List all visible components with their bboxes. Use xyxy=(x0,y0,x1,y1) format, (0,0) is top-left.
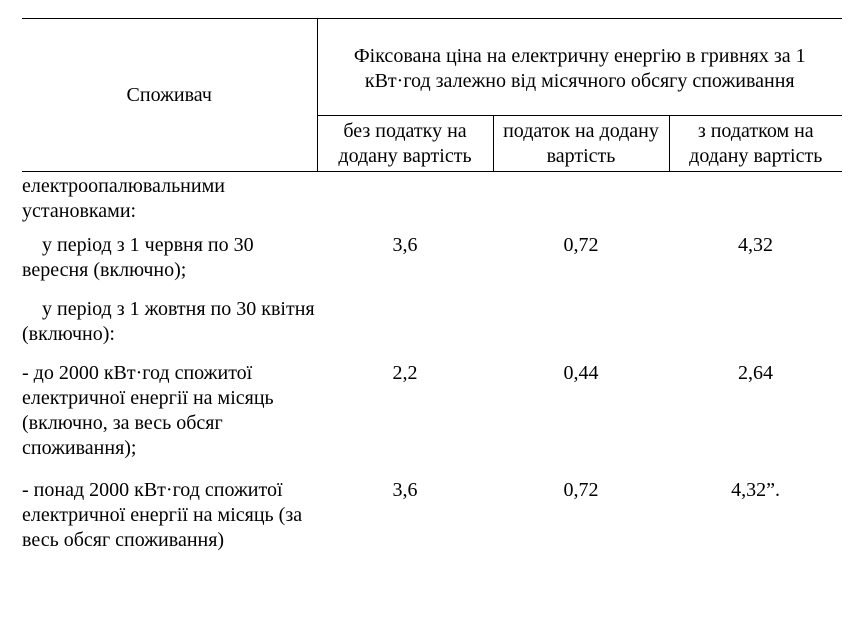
table-row xyxy=(22,361,842,478)
cell-with-vat: 4,32 xyxy=(738,234,773,256)
cell-with-vat xyxy=(669,297,842,361)
cell-without-vat xyxy=(317,297,493,361)
consumer-column-header: Споживач xyxy=(22,19,317,172)
table-row xyxy=(22,478,842,578)
cell-without-vat xyxy=(317,172,493,226)
table-row xyxy=(22,297,842,361)
cell-without-vat: 2,2 xyxy=(392,362,418,384)
cell-with-vat: 4,32”. xyxy=(731,479,780,501)
cell-with-vat xyxy=(669,172,842,226)
column-header-without-vat: без податку на додану вартість xyxy=(317,116,493,172)
row-label: - понад 2000 кВт·год спожитої електричної енергії на місяць (за весь обсяг споживання) xyxy=(22,479,303,551)
cell-without-vat: 3,6 xyxy=(392,479,418,501)
cell-without-vat: 3,6 xyxy=(392,234,418,256)
cell-with-vat: 2,64 xyxy=(738,362,773,384)
table-row xyxy=(22,172,842,226)
table-row xyxy=(22,225,842,297)
row-label: у період з 1 червня по 30 вересня (включно); xyxy=(22,234,254,281)
cell-vat: 0,72 xyxy=(563,234,599,256)
price-group-header: Фіксована ціна на електричну енергію в гривнях за 1 кВт·год залежно від місячного обсягу споживання xyxy=(317,19,842,116)
column-header-with-vat: з податком на додану вартість xyxy=(669,116,842,172)
column-header-vat: податок на додану вартість xyxy=(493,116,669,172)
price-table xyxy=(22,18,842,578)
cell-vat: 0,44 xyxy=(563,362,599,384)
row-label: у період з 1 жовтня по 30 квітня (включно): xyxy=(22,298,315,345)
cell-vat xyxy=(493,297,669,361)
cell-vat xyxy=(493,172,669,226)
row-label: електроопалювальними установками: xyxy=(22,175,225,222)
cell-vat: 0,72 xyxy=(563,479,599,501)
row-label: - до 2000 кВт·год спожитої електричної енергії на місяць (включно, за весь обсяг споживання); xyxy=(22,362,274,459)
